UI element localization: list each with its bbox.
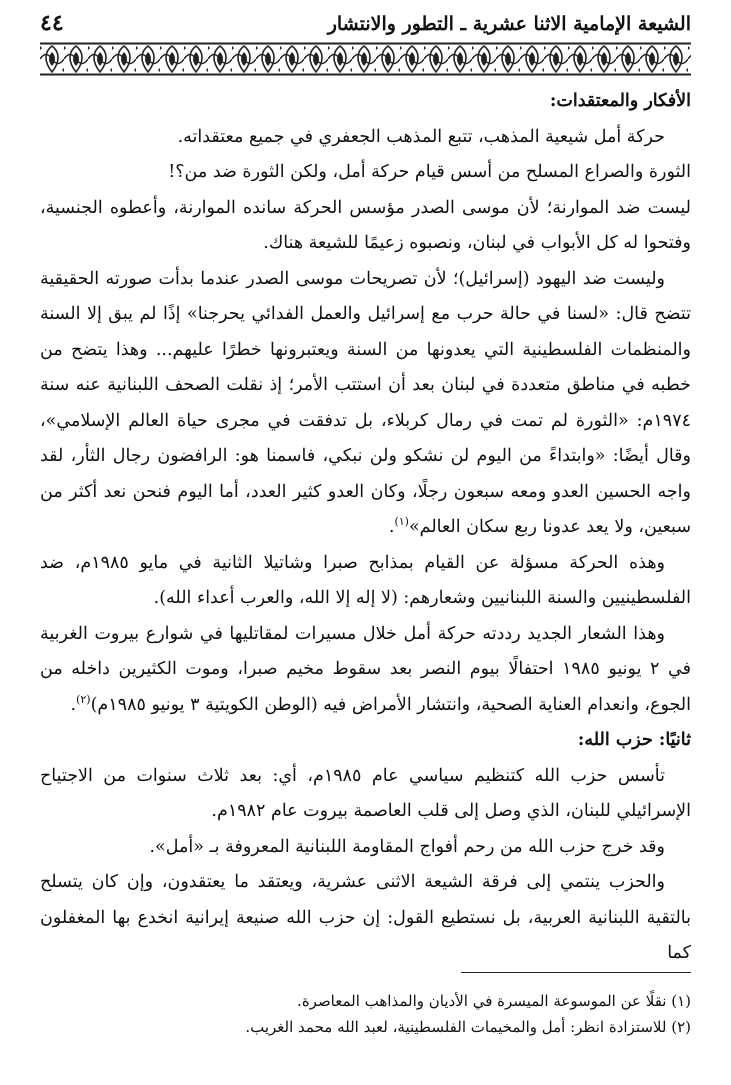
page-header: [40, 10, 691, 40]
footnote: (٢) للاستزادة انظر: أمل والمخيمات الفلسطينية، لعبد الله محمد الغريب.: [245, 1018, 691, 1036]
paragraph: [40, 262, 691, 546]
page-number: ٤٤: [40, 10, 64, 36]
paragraph: وقد خرج حزب الله من رحم أفواج المقاومة اللبنانية المعروفة بـ «أمل».: [149, 836, 665, 857]
paragraph: حركة أمل شيعية المذهب، تتبع المذهب الجعفري في جميع معتقداته.: [177, 126, 665, 147]
footnote: (١) نقلًا عن الموسوعة الميسرة في الأديان والمذاهب المعاصرة.: [297, 992, 691, 1010]
footnotes: [40, 988, 691, 1040]
paragraph-text: .: [388, 517, 395, 537]
paragraph-text: وليست ضد اليهود (إسرائيل)؛ لأن تصريحات موسى الصدر عندما بدأت صورته الحقيقية تتضح قال: «لسنا في حالة حرب مع إسرائيل والعمل الفدائي يحرجنا» إذًا لم يبق إلا السنة والمنظمات الفلسطينية التي يعدونها من السنة ويعتبرونها خطرًا عليهم... وهذا يتضح من خطبه في مناطق متعددة في لبنان بعد أن استتب الأمر؛ إذ نقلت الصحف اللبنانية عنه سنة ١٩٧٤م: «الثورة لم تمت في رمال كربلاء، بل تدفقت في مجرى حياة العالم الإسلامي»، وقال أيضًا: «وابتداءً من اليوم لن نشكو ولن نبكي، فاسمنا هو: الرافضون رجال الثأر، لقد واجه الحسين العدو ومعه سبعون رجلًا، وكان العدو كثير العدد، أما اليوم فنحن نعد أكثر من سبعين، ولا يعد عدونا ربع سكان العالم»: [40, 268, 691, 537]
paragraph: ليست ضد الموارنة؛ لأن موسى الصدر مؤسس الحركة سانده الموارنة، وأعطوه الجنسية، وفتحوا له كل الأبواب في لبنان، ونصبوه زعيمًا للشيعة هناك.: [40, 197, 691, 253]
footnote-reference: (٢): [76, 692, 91, 706]
page-body: [40, 84, 691, 972]
section-heading: ثانيًا: حزب الله:: [577, 730, 691, 750]
paragraph: تأسس حزب الله كتنظيم سياسي عام ١٩٨٥م، أي: بعد ثلاث سنوات من الاجتياح الإسرائيلي للبنان، الذي وصل إلى قلب العاصمة بيروت عام ١٩٨٢م.: [40, 765, 691, 821]
paragraph-text: .: [70, 694, 77, 715]
footnote-separator: [461, 972, 691, 973]
book-page: [40, 10, 691, 1075]
paragraph: [40, 617, 691, 724]
paragraph: وهذه الحركة مسؤلة عن القيام بمذابح صبرا وشاتيلا الثانية في مايو ١٩٨٥م، ضد الفلسطينيين والسنة اللبنانيين وشعارهم: (لا إله إلا الله، والعرب أعداء الله).: [40, 552, 691, 608]
running-title: الشيعة الإمامية الاثنا عشرية ـ التطور والانتشار: [327, 13, 691, 35]
footnote-reference: (١): [394, 515, 409, 529]
paragraph-text: وهذا الشعار الجديد رددته حركة أمل خلال مسيرات لمقاتليها في شوارع بيروت الغربية في ٢ يونيو ١٩٨٥ احتفالًا بيوم النصر بعد سقوط مخيم صبرا، وموت الكثيرين داخله من الجوع، وانعدام العناية الصحية، وانتشار الأمراض فيه (الوطن الكويتية ٣ يونيو ١٩٨٥م): [40, 623, 692, 715]
ornamental-border: [40, 42, 691, 76]
paragraph: والحزب ينتمي إلى فرقة الشيعة الاثنى عشرية، ويعتقد ما يعتقدون، وإن كان يتسلح بالتقية اللبنانية العربية، بل نستطيع القول: إن حزب الله صنيعة إيرانية انخدع بها المغفلون كما: [40, 872, 691, 963]
section-heading: الأفكار والمعتقدات:: [549, 91, 691, 111]
paragraph: الثورة والصراع المسلح من أسس قيام حركة أمل، ولكن الثورة ضد من؟!: [168, 162, 691, 182]
